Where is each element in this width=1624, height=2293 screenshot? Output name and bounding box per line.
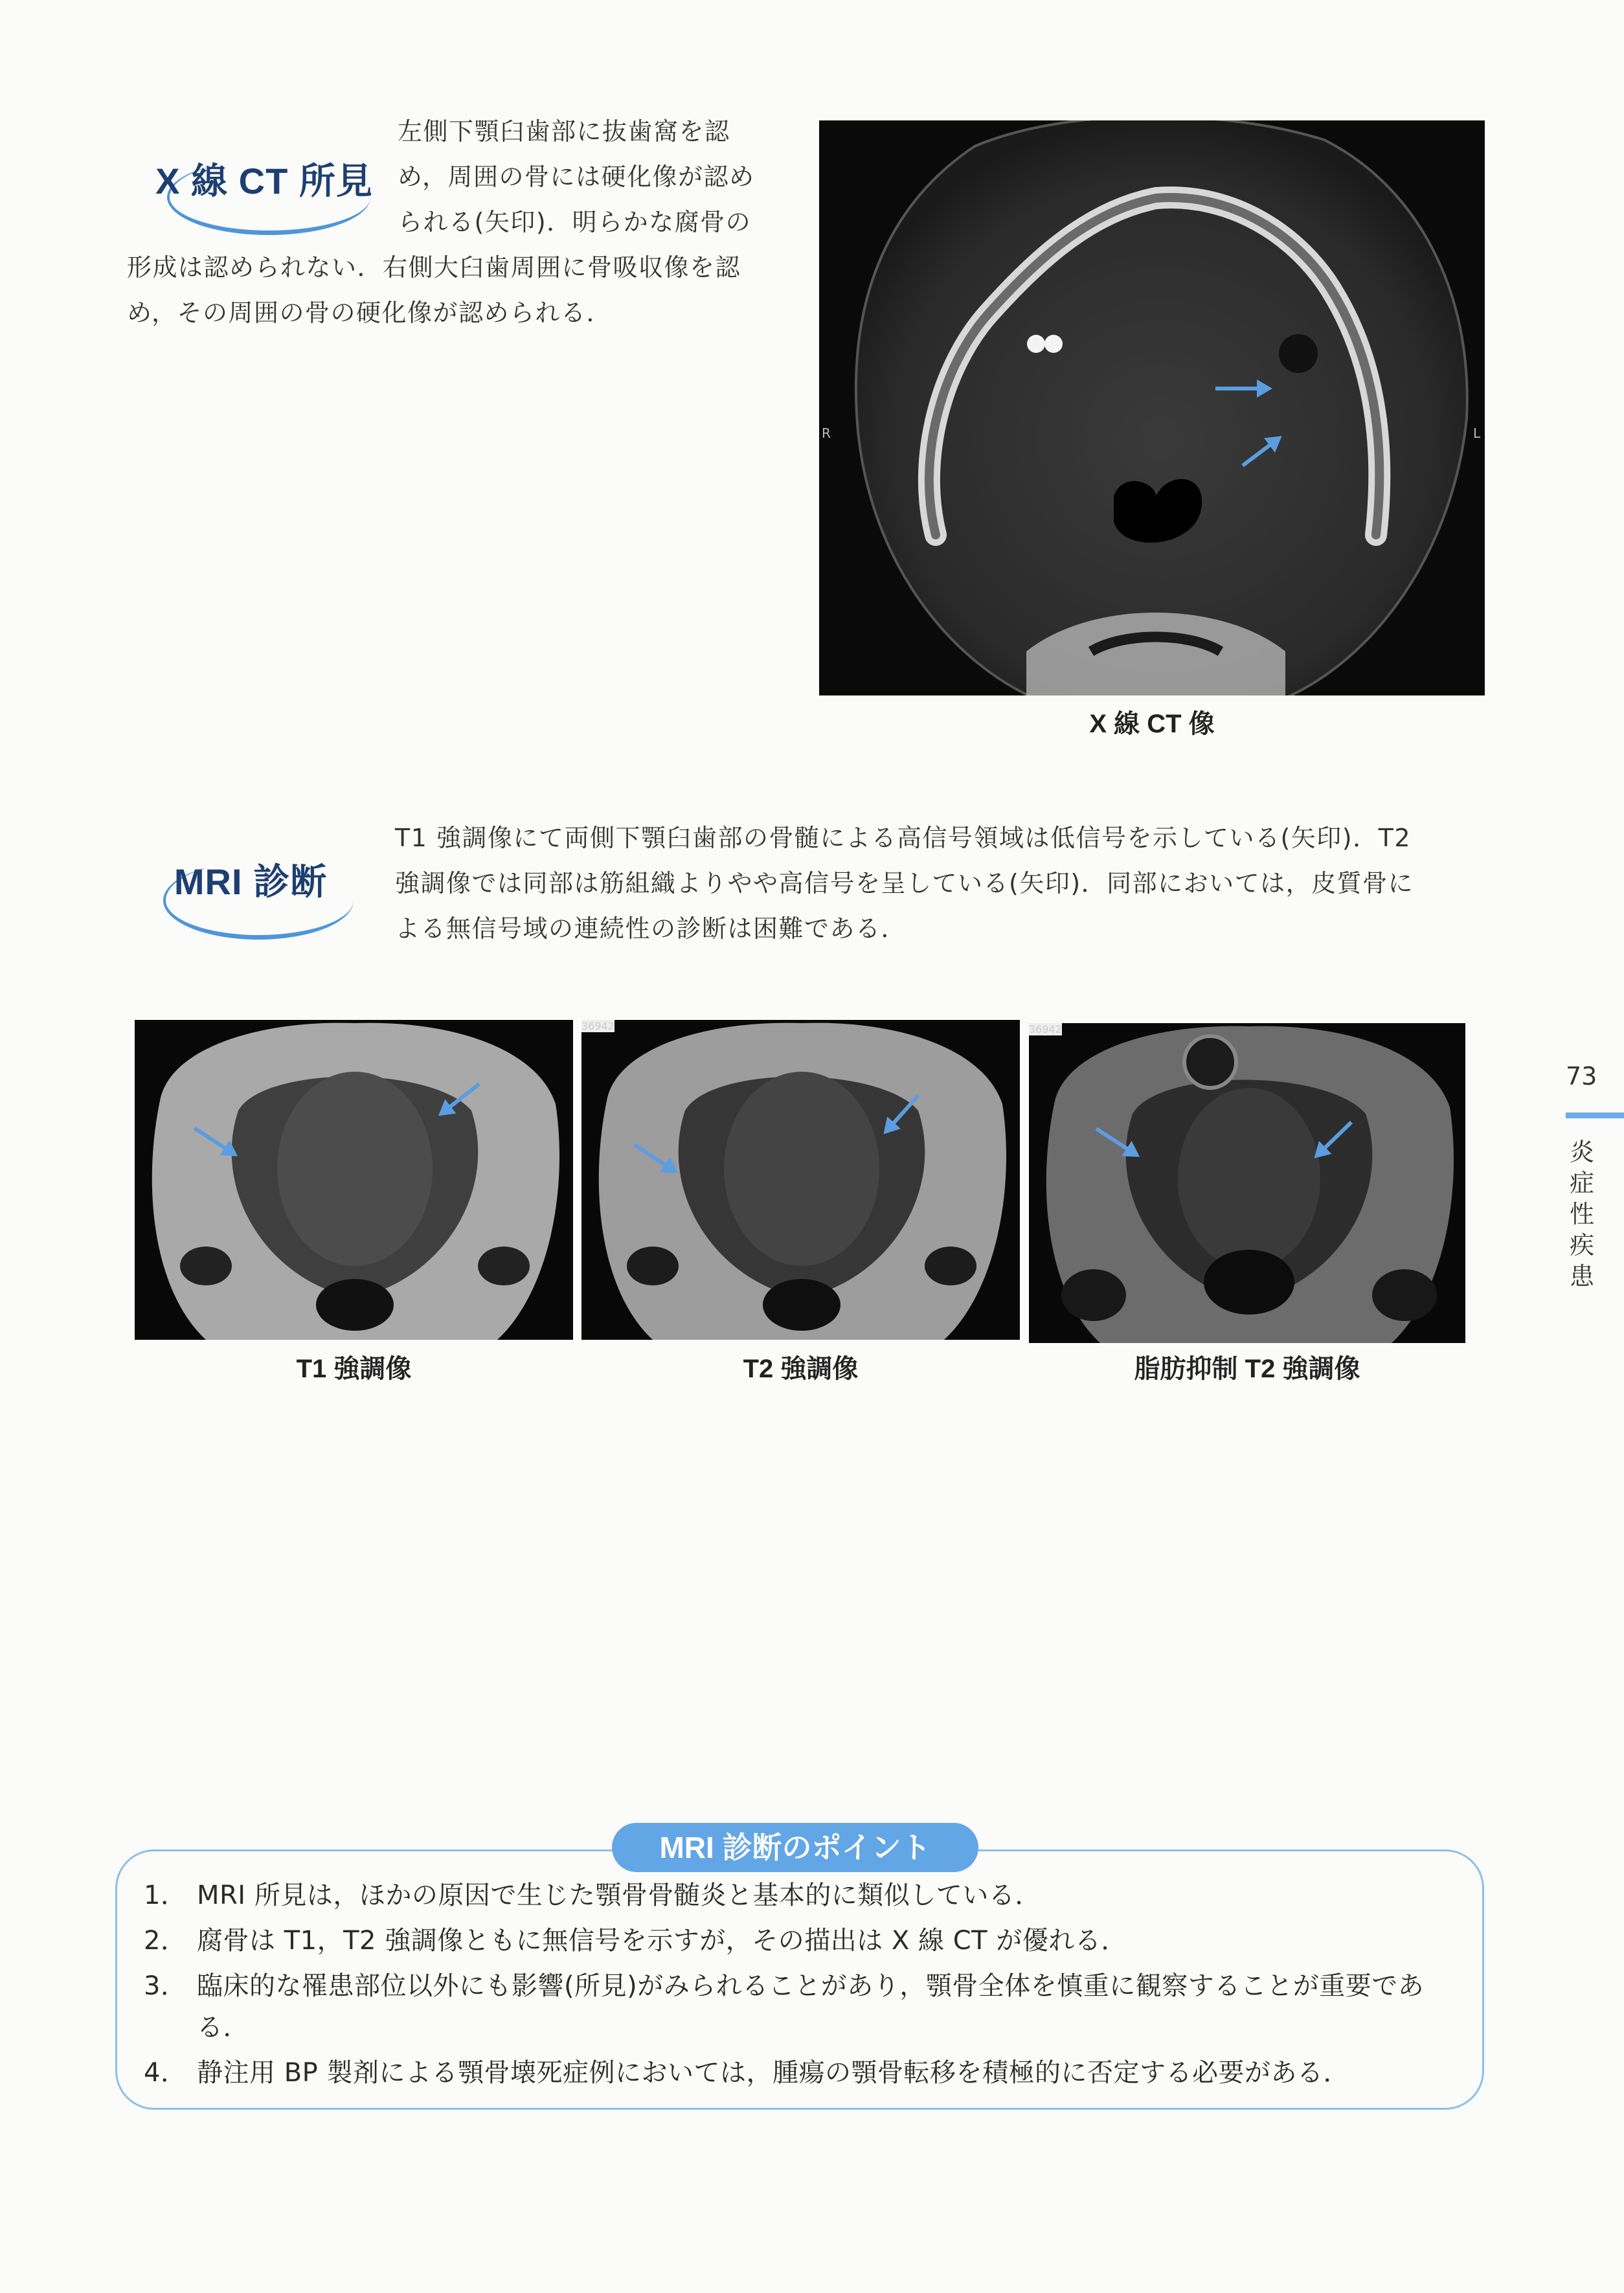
xray-line-2: め，周囲の骨には硬化像が認め	[398, 163, 755, 191]
point-item	[144, 1920, 1465, 1961]
point-number: 2．	[144, 1926, 187, 1956]
chapter-tab-label	[1566, 1136, 1598, 1292]
xray-ct-image	[819, 120, 1485, 695]
point-text: MRI 所見は，ほかの原因で生じた顎骨骨髄炎と基本的に類似している．	[197, 1881, 1041, 1910]
mri-line-2: 強調像では同部は筋組織よりやや高信号を呈している(矢印)．同部においては，皮質骨に	[395, 869, 1414, 898]
point-number: 1．	[144, 1881, 187, 1910]
ct-scan-illustration	[819, 120, 1485, 695]
chapter-char: 疾	[1569, 1231, 1594, 1259]
mri-line-3: よる無信号域の連続性の診断は困難である．	[395, 914, 907, 943]
mri-t2-caption: T2 強調像	[743, 1355, 859, 1383]
point-number: 3．	[144, 1971, 187, 2001]
chapter-char: 炎	[1569, 1138, 1594, 1166]
ct-side-label-left: L	[1473, 425, 1481, 441]
chapter-tab-bar	[1566, 1113, 1624, 1118]
mri-heading: MRI 診断	[174, 861, 328, 902]
xray-line-4: 形成は認められない．右側大臼歯周囲に骨吸収像を認	[127, 253, 741, 282]
point-item	[144, 1965, 1465, 2048]
mri-heading-badge	[144, 853, 357, 935]
mri-fat-sat-t2-image	[1029, 1023, 1465, 1343]
mri-points-title: MRI 診断のポイント	[612, 1823, 978, 1872]
chapter-char: 患	[1569, 1262, 1594, 1291]
chapter-char: 性	[1569, 1200, 1594, 1228]
xray-line-1: 左側下顎臼歯部に抜歯窩を認	[398, 117, 730, 146]
mri-t1-caption: T1 強調像	[296, 1355, 412, 1383]
mri-t2-overlay-text: 36942	[581, 1020, 615, 1032]
point-text: 静注用 BP 製剤による顎骨壊死症例においては，腫瘍の顎骨転移を積極的に否定する必要がある．	[197, 2058, 1349, 2088]
mri-line-1: T1 強調像にて両側下顎臼歯部の骨髄による高信号領域は低信号を示している(矢印)．T2	[395, 824, 1412, 852]
mri-t1-image	[135, 1020, 573, 1340]
point-text: 臨床的な罹患部位以外にも影響(所見)がみられることがあり，顎骨全体を慎重に観察することが重要である．	[197, 1971, 1425, 2042]
xray-line-3: られる(矢印)．明らかな腐骨の	[398, 208, 752, 236]
mri-fs-overlay-text: 36942	[1029, 1023, 1062, 1035]
mri-points-list	[144, 1875, 1465, 2094]
ct-arrow-1	[1215, 387, 1261, 390]
mri-fat-sat-t2-caption: 脂肪抑制 T2 強調像	[1134, 1355, 1360, 1383]
point-item	[144, 2052, 1465, 2094]
mri-paragraph	[395, 815, 1496, 951]
point-item	[144, 1875, 1465, 1916]
page-number: 73	[1566, 1062, 1597, 1090]
xray-ct-caption: X 線 CT 像	[1089, 710, 1215, 738]
chapter-char: 症	[1569, 1169, 1594, 1197]
xray-ct-heading: X 線 CT 所見	[155, 161, 373, 201]
xray-line-5: め，その周囲の骨の硬化像が認められる．	[127, 299, 612, 327]
ct-side-label-right: R	[822, 425, 831, 441]
point-number: 4．	[144, 2058, 187, 2088]
mri-t2-image	[581, 1020, 1020, 1340]
point-text: 腐骨は T1，T2 強調像ともに無信号を示すが，その描出は X 線 CT が優れる．	[197, 1926, 1127, 1956]
